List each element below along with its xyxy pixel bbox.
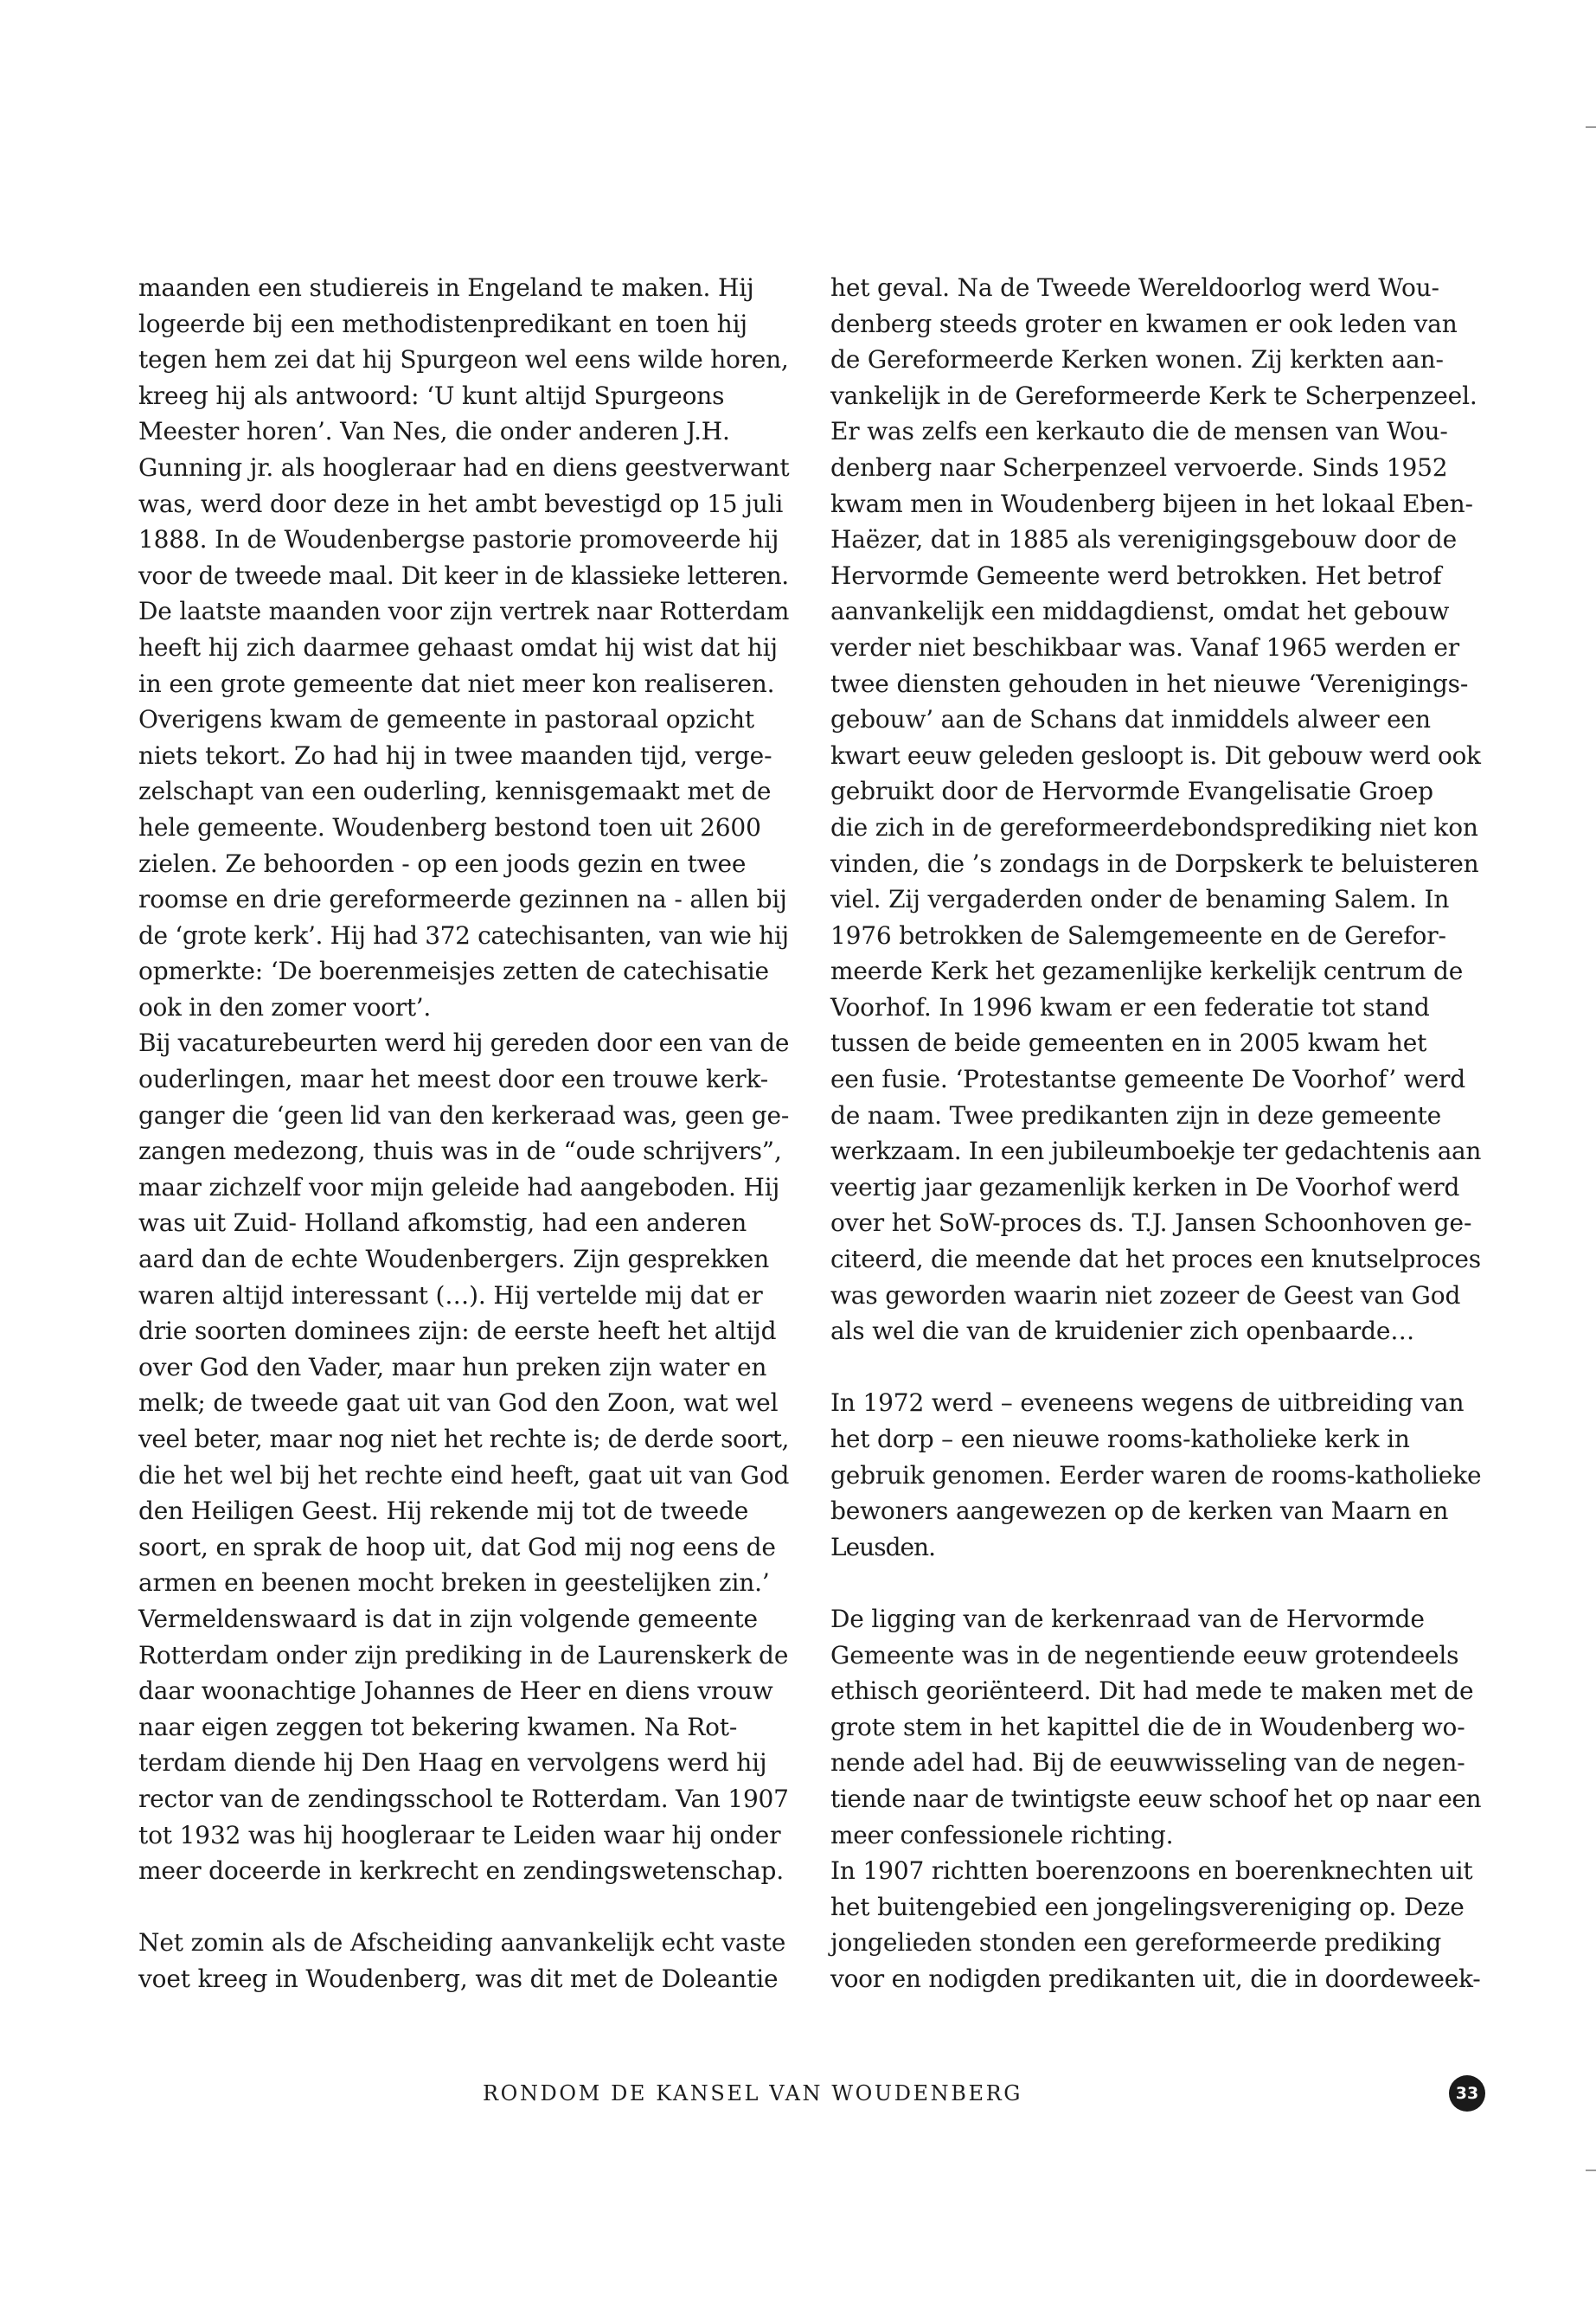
text-line: naar eigen zeggen tot bekering kwamen. Na Rot- [138,1712,738,1741]
text-line: maar zichzelf voor mijn geleide had aangeboden. Hij [138,1172,780,1202]
text-line: die het wel bij het rechte eind heeft, gaat uit van God [138,1460,790,1490]
text-line: maanden een studiereis in Engeland te maken. Hij [138,273,754,302]
text-line: roomse en drie gereformeerde gezinnen na - allen bij [138,885,787,914]
text-line: het buitengebied een jongelingsvereniging op. Deze [830,1892,1465,1921]
text-line: Vermeldenswaard is dat in zijn volgende gemeente [138,1604,758,1633]
text-line: aanvankelijk een middagdienst, omdat het gebouw [830,597,1450,626]
text-line: nende adel had. Bij de eeuwwisseling van de negen- [830,1748,1465,1778]
text-line: was geworden waarin niet zozeer de Geest van God [830,1280,1461,1310]
text-line: denberg steeds groter en kwamen er ook leden van [830,309,1458,338]
left-text-column [138,270,796,1997]
text-line: in een grote gemeente dat niet meer kon realiseren. [138,669,775,698]
text-line: kreeg hij als antwoord: ‘U kunt altijd Spurgeons [138,381,725,410]
text-line: daar woonachtige Johannes de Heer en diens vrouw [138,1676,773,1706]
text-line: hele gemeente. Woudenberg bestond toen uit 2600 [138,812,761,842]
text-line: als wel die van de kruidenier zich openbaarde… [830,1317,1415,1346]
text-line: Voorhof. In 1996 kwam er een federatie tot stand [830,992,1430,1022]
text-line: zielen. Ze behoorden - op een joods gezin en twee [138,849,747,878]
text-line: denberg naar Scherpenzeel vervoerde. Sinds 1952 [830,452,1448,482]
text-line: het geval. Na de Tweede Wereldoorlog werd Wou- [830,273,1439,302]
text-line: veertig jaar gezamenlijk kerken in De Voorhof werd [830,1172,1460,1202]
text-line: tussen de beide gemeenten en in 2005 kwam het [830,1029,1427,1058]
text-line: kwart eeuw geleden gesloopt is. Dit gebouw werd ook [830,740,1481,770]
text-line: over God den Vader, maar hun preken zijn water en [138,1352,767,1381]
text-line: meerde Kerk het gezamenlijke kerkelijk centrum de [830,957,1464,986]
text-line: aard dan de echte Woudenbergers. Zijn gesprekken [138,1245,770,1274]
paragraph-gap [138,1889,796,1926]
text-line: Haëzer, dat in 1885 als verenigingsgebouw door de [830,525,1457,554]
text-line: ganger die ‘geen lid van den kerkeraad was, geen ge- [138,1100,790,1130]
text-line: In 1972 werd – eveneens wegens de uitbreiding van [830,1388,1465,1418]
text-line: ouderlingen, maar het meest door een trouwe kerk- [138,1065,769,1094]
text-line: soort, en sprak de hoop uit, dat God mij nog eens de [138,1532,776,1561]
text-line: citeerd, die meende dat het proces een knutselproces [830,1245,1481,1274]
text-line: ook in den zomer voort’. [138,992,431,1022]
text-line: Er was zelfs een kerkauto die de mensen van Wou- [830,417,1448,446]
text-line: voor de tweede maal. Dit keer in de klassieke letteren. [138,561,789,590]
text-line: was, werd door deze in het ambt bevestigd op 15 juli [138,489,784,518]
text-line: Rotterdam onder zijn prediking in de Laurenskerk de [138,1640,789,1670]
text-line: opmerkte: ‘De boerenmeisjes zetten de catechisatie [138,957,769,986]
text-line: de naam. Twee predikanten zijn in deze gemeente [830,1100,1442,1130]
text-line: melk; de tweede gaat uit van God den Zoon, wat wel [138,1388,779,1418]
paragraph-gap [830,1349,1488,1386]
text-line: twee diensten gehouden in het nieuwe ‘Verenigings- [830,669,1469,698]
text-line: de ‘grote kerk’. Hij had 372 catechisanten, van wie hij [138,920,789,950]
text-line: niets tekort. Zo had hij in twee maanden tijd, verge- [138,740,772,770]
text-line: zangen medezong, thuis was in de “oude schrijvers”, [138,1137,782,1166]
text-line: De ligging van de kerkenraad van de Hervormde [830,1604,1425,1633]
text-line: tot 1932 was hij hoogleraar te Leiden waar hij onder [138,1820,781,1849]
crop-mark [1586,2170,1596,2171]
text-line: heeft hij zich daarmee gehaast omdat hij wist dat hij [138,632,778,662]
text-line: Gemeente was in de negentiende eeuw grotendeels [830,1640,1459,1670]
text-line: rector van de zendingsschool te Rotterdam. Van 1907 [138,1784,789,1813]
text-line: tiende naar de twintigste eeuw schoof het op naar een [830,1784,1482,1813]
text-line: vankelijk in de Gereformeerde Kerk te Scherpenzeel. [830,381,1477,410]
text-line: grote stem in het kapittel die de in Woudenberg wo- [830,1712,1465,1741]
text-line: gebouw’ aan de Schans dat inmiddels alweer een [830,705,1431,734]
text-line: die zich in de gereformeerdebondsprediking niet kon [830,812,1478,842]
text-line: 1976 betrokken de Salemgemeente en de Gerefor- [830,920,1446,950]
text-line: bewoners aangewezen op de kerken van Maarn en [830,1497,1449,1526]
text-line: gebruikt door de Hervormde Evangelisatie Groep [830,777,1433,806]
text-line: voet kreeg in Woudenberg, was dit met de Doleantie [138,1964,779,1993]
text-line: logeerde bij een methodistenpredikant en toen hij [138,309,747,338]
text-line: zelschapt van een ouderling, kennisgemaakt met de [138,777,772,806]
text-line: meer confessionele richting. [830,1820,1174,1849]
page-number-badge: 33 [1449,2075,1485,2112]
text-line: een fusie. ‘Protestantse gemeente De Voorhof’ werd [830,1065,1465,1094]
text-line: Leusden. [830,1532,935,1561]
text-line: Meester horen’. Van Nes, die onder anderen J.H. [138,417,730,446]
text-line: voor en nodigden predikanten uit, die in doordeweek- [830,1964,1481,1993]
text-line: 1888. In de Woudenbergse pastorie promoveerde hij [138,525,779,554]
text-line: meer doceerde in kerkrecht en zendingswetenschap. [138,1856,785,1886]
text-line: De laatste maanden voor zijn vertrek naar Rotterdam [138,597,790,626]
text-line: gebruik genomen. Eerder waren de rooms-katholieke [830,1460,1482,1490]
running-title: RONDOM DE KANSEL VAN WOUDENBERG [483,2081,1023,2106]
text-line: den Heiligen Geest. Hij rekende mij tot de tweede [138,1497,749,1526]
text-line: ethisch georiënteerd. Dit had mede te maken met de [830,1676,1474,1706]
text-line: jongelieden stonden een gereformeerde prediking [830,1928,1442,1958]
text-line: Net zomin als de Afscheiding aanvankelijk echt vaste [138,1928,786,1958]
text-line: terdam diende hij Den Haag en vervolgens werd hij [138,1748,767,1778]
text-line: werkzaam. In een jubileumboekje ter gedachtenis aan [830,1137,1482,1166]
right-text-column [830,270,1488,1997]
text-line: vinden, die ’s zondags in de Dorpskerk te beluisteren [830,849,1479,878]
text-line: de Gereformeerde Kerken wonen. Zij kerkten aan- [830,345,1444,375]
text-line: waren altijd interessant (…). Hij vertelde mij dat er [138,1280,763,1310]
text-line: was uit Zuid- Holland afkomstig, had een anderen [138,1208,747,1238]
text-line: Overigens kwam de gemeente in pastoraal opzicht [138,705,754,734]
crop-mark [1586,126,1596,128]
text-line: armen en beenen mocht breken in geestelijken zin.’ [138,1568,770,1598]
text-line: Hervormde Gemeente werd betrokken. Het betrof [830,561,1442,590]
text-line: In 1907 richtten boerenzoons en boerenknechten uit [830,1856,1473,1886]
text-line: het dorp – een nieuwe rooms-katholieke kerk in [830,1425,1410,1453]
text-line: over het SoW-proces ds. T.J. Jansen Schoonhoven ge- [830,1208,1472,1238]
text-line: veel beter, maar nog niet het rechte is; de derde soort, [138,1425,789,1453]
text-line: viel. Zij vergaderden onder de benaming Salem. In [830,885,1450,914]
text-line: tegen hem zei dat hij Spurgeon wel eens wilde horen, [138,345,789,375]
text-line: verder niet beschikbaar was. Vanaf 1965 werden er [830,632,1459,662]
text-line: Bij vacaturebeurten werd hij gereden door een van de [138,1029,790,1058]
text-line: Gunning jr. als hoogleraar had en diens geestverwant [138,452,790,482]
text-line: drie soorten dominees zijn: de eerste heeft het altijd [138,1317,777,1346]
paragraph-gap [830,1565,1488,1601]
text-line: kwam men in Woudenberg bijeen in het lokaal Eben- [830,489,1473,518]
